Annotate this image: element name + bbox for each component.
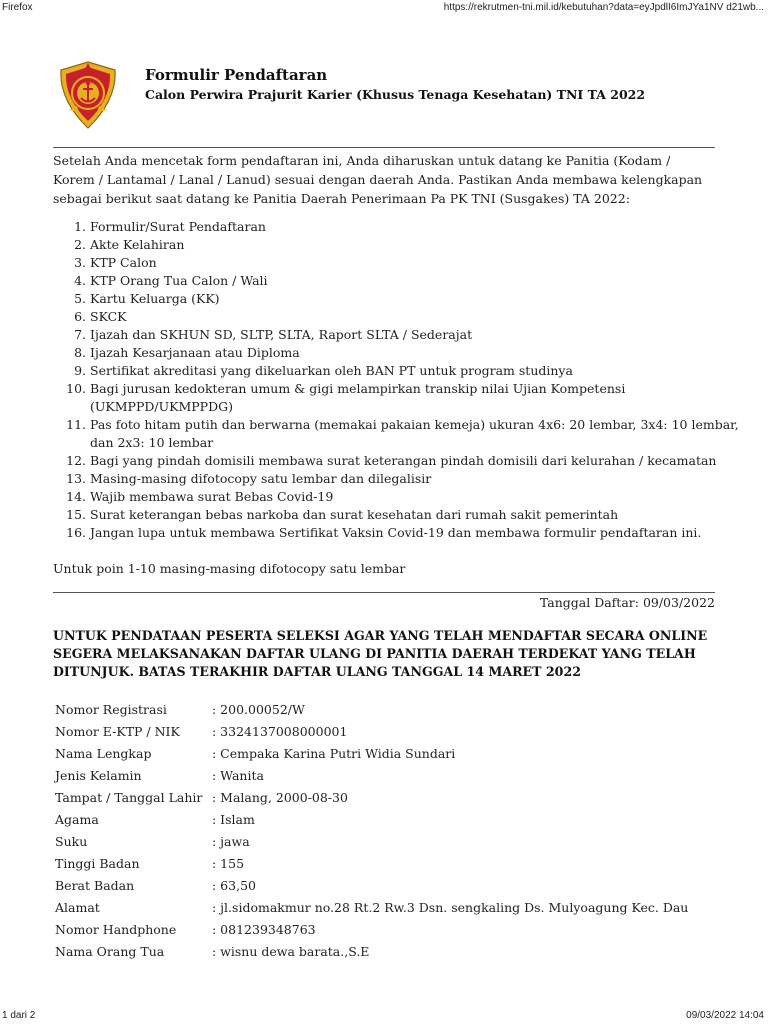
field-label: Berat Badan xyxy=(55,877,135,893)
list-item: 5. Kartu Keluarga (KK) xyxy=(90,290,752,308)
list-item: 11. Pas foto hitam putih dan berwarna (memakai pakaian kemeja) ukuran 4x6: 20 lembar, 3x4: 10 lembar, dan 2x3: 10 lembar xyxy=(90,416,752,452)
table-row xyxy=(53,764,688,786)
field-value: : Wanita xyxy=(212,767,264,783)
field-value: : Cempaka Karina Putri Widia Sundari xyxy=(212,745,456,761)
field-label: Tampat / Tanggal Lahir xyxy=(55,789,203,805)
re-registration-notice: UNTUK PENDATAAN PESERTA SELEKSI AGAR YANG TELAH MENDAFTAR SECARA ONLINE SEGERA MELAKSANAKAN DAFTAR ULANG DI PANITIA DAERAH TERDEKAT YANG TELAH DITUNJUK. BATAS TERAKHIR DAFTAR ULANG TANGGAL 14 MARET 2022 xyxy=(53,628,708,679)
field-label: Alamat xyxy=(55,899,100,915)
table-row xyxy=(53,896,688,918)
table-row xyxy=(53,874,688,896)
list-item: 16. Jangan lupa untuk membawa Sertifikat Vaksin Covid-19 dan membawa formulir pendaftaran ini. xyxy=(90,524,752,542)
print-header-url: https://rekrutmen-tni.mil.id/kebutuhan?data=eyJpdlI6ImJYa1NV d21wb... xyxy=(443,2,764,13)
list-item: 13. Masing-masing difotocopy satu lembar dan dilegalisir xyxy=(90,470,752,488)
tni-emblem-icon xyxy=(57,60,119,130)
field-value: : 155 xyxy=(212,855,245,871)
field-value: : 081239348763 xyxy=(212,921,316,937)
copy-note: Untuk poin 1-10 masing-masing difotocopy satu lembar xyxy=(53,561,406,576)
list-item: 3. KTP Calon xyxy=(90,254,752,272)
print-header xyxy=(0,2,768,16)
field-label: Nama Orang Tua xyxy=(55,943,165,959)
list-item: 2. Akte Kelahiran xyxy=(90,236,752,254)
field-value: : 63,50 xyxy=(212,877,256,893)
print-header-app: Firefox xyxy=(2,2,33,13)
list-item: 12. Bagi yang pindah domisili membawa surat keterangan pindah domisili dari kelurahan / kecamatan xyxy=(90,452,752,470)
table-row xyxy=(53,940,688,962)
list-item: 15. Surat keterangan bebas narkoba dan surat kesehatan dari rumah sakit pemerintah xyxy=(90,506,752,524)
table-row xyxy=(53,852,688,874)
field-value: : jawa xyxy=(212,833,250,849)
field-label: Agama xyxy=(55,811,99,827)
list-item: 6. SKCK xyxy=(90,308,752,326)
table-row xyxy=(53,808,688,830)
table-row xyxy=(53,786,688,808)
field-value: : 200.00052/W xyxy=(212,701,305,717)
list-item: 4. KTP Orang Tua Calon / Wali xyxy=(90,272,752,290)
field-label: Nomor Registrasi xyxy=(55,701,167,717)
intro-paragraph: Setelah Anda mencetak form pendaftaran ini, Anda diharuskan untuk datang ke Panitia (Kodam / Korem / Lantamal / Lanal / Lanud) sesuai dengan daerah Anda. Pastikan Anda membawa kelengkapan sebagai berikut saat datang ke Panitia Daerah Penerimaan Pa PK TNI (Susgakes) TA 2022: xyxy=(53,153,703,206)
field-label: Nomor Handphone xyxy=(55,921,177,937)
field-value: : jl.sidomakmur no.28 Rt.2 Rw.3 Dsn. sengkaling Ds. Mulyoagung Kec. Dau xyxy=(212,899,689,915)
list-item: 14. Wajib membawa surat Bebas Covid-19 xyxy=(90,488,752,506)
field-label: Jenis Kelamin xyxy=(55,767,142,783)
divider xyxy=(53,147,715,148)
field-label: Nomor E-KTP / NIK xyxy=(55,723,180,739)
field-value: : Islam xyxy=(212,811,255,827)
registration-date: Tanggal Daftar: 09/03/2022 xyxy=(539,595,715,610)
page-number: 1 dari 2 xyxy=(2,1010,36,1021)
registration-details-table xyxy=(53,698,688,962)
field-label: Nama Lengkap xyxy=(55,745,152,761)
list-item: 10. Bagi jurusan kedokteran umum & gigi melampirkan transkip nilai Ujian Kompetensi (UKMPPD/UKMPPDG) xyxy=(90,380,752,416)
table-row xyxy=(53,830,688,852)
divider xyxy=(53,592,715,593)
field-value: : 3324137008000001 xyxy=(212,723,348,739)
print-timestamp: 09/03/2022 14:04 xyxy=(686,1010,764,1021)
table-row xyxy=(53,742,688,764)
field-value: : Malang, 2000-08-30 xyxy=(212,789,348,805)
field-label: Suku xyxy=(55,833,88,849)
list-item: 1. Formulir/Surat Pendaftaran xyxy=(90,218,752,236)
table-row xyxy=(53,720,688,742)
list-item: 7. Ijazah dan SKHUN SD, SLTP, SLTA, Raport SLTA / Sederajat xyxy=(90,326,752,344)
list-item: 9. Sertifikat akreditasi yang dikeluarkan oleh BAN PT untuk program studinya xyxy=(90,362,752,380)
table-row xyxy=(53,698,688,720)
print-footer xyxy=(0,1010,768,1024)
field-label: Tinggi Badan xyxy=(55,855,140,871)
table-row xyxy=(53,918,688,940)
list-item: 8. Ijazah Kesarjanaan atau Diploma xyxy=(90,344,752,362)
form-subtitle: Calon Perwira Prajurit Karier (Khusus Tenaga Kesehatan) TNI TA 2022 xyxy=(145,87,646,102)
requirements-list xyxy=(53,218,752,542)
form-title: Formulir Pendaftaran xyxy=(145,66,328,84)
field-value: : wisnu dewa barata.,S.E xyxy=(212,943,370,959)
